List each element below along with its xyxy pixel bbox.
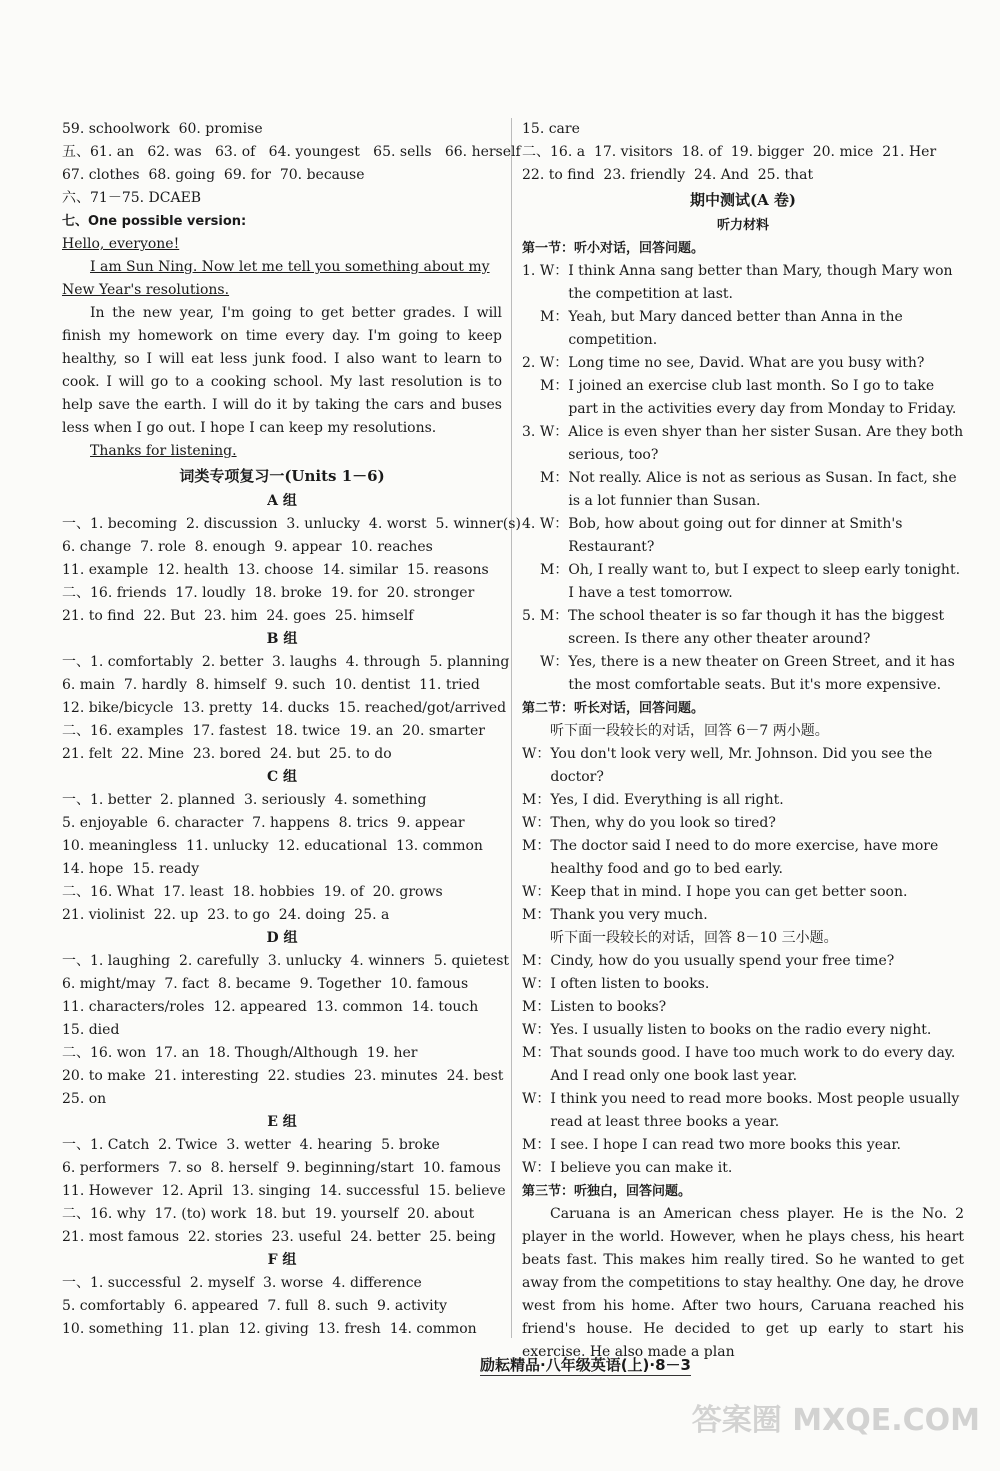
dialogue-text: Bob, how about going out for dinner at Smith's Restaurant?	[568, 516, 903, 555]
question-number: 1.	[522, 263, 540, 279]
group-heading: C 组	[266, 769, 298, 785]
right-column	[522, 118, 964, 1364]
dialogue-text: Keep that in mind. I hope you can get better soon.	[550, 884, 908, 900]
dialogue-text: Long time no see, David. What are you busy with?	[568, 355, 925, 371]
speaker-label: M：	[540, 378, 569, 394]
answer-line: 二、16. won 17. an 18. Though/Although 19. her	[62, 1045, 418, 1061]
question-number: 4.	[522, 516, 540, 532]
answer-line: 15. died	[62, 1022, 120, 1038]
dialogue-line	[522, 904, 964, 927]
speaker-label: M：	[522, 907, 551, 923]
instruction-text: 听下面一段较长的对话，回答 6－7 两小题。	[550, 723, 829, 739]
answer-line: 6. might/may 7. fact 8. became 9. Together 10. famous	[62, 976, 469, 992]
essay-body: In the new year, I'm going to get better grades. I will finish my homework on time every day. I'm going to keep healthy, so I will eat less junk food. I also want to learn to cook. I will go to a cooking school. My last resolution is to help save the earth. I will do it by taking the cars and buses less when I go out. I hope I can keep my resolutions.	[62, 305, 502, 436]
speaker-label: M：	[522, 1137, 551, 1153]
watermark-logo: 答案圈 MXQE.COM	[691, 1403, 980, 1438]
dialogue-text: Thank you very much.	[550, 907, 708, 923]
dialogue-text: Yes, there is a new theater on Green Street, and it has the most comfortable seats. But it's more expensive.	[568, 654, 955, 693]
answer-line: 21. to find 22. But 23. him 24. goes 25. himself	[62, 608, 414, 624]
dialogue-text: That sounds good. I have too much work to do every day. And I read only one book last year.	[550, 1045, 956, 1084]
dialogue-text: I see. I hope I can read two more books this year.	[550, 1137, 901, 1153]
dialogue-line	[522, 375, 964, 421]
answer-line: 5. enjoyable 6. character 7. happens 8. trics 9. appear	[62, 815, 465, 831]
dialogue-text: The doctor said I need to do more exercise, have more healthy food and go to bed early.	[550, 838, 939, 877]
answer-line: 五、61. an 62. was 63. of 64. youngest 65. sells 66. herself	[62, 144, 521, 160]
dialogue-text: Yeah, but Mary danced better than Anna in the competition.	[568, 309, 903, 348]
answer-line: 21. felt 22. Mine 23. bored 24. but 25. to do	[62, 746, 392, 762]
answer-line: 一、1. Catch 2. Twice 3. wetter 4. hearing 5. broke	[62, 1137, 440, 1153]
speaker-label: W：	[522, 1091, 551, 1107]
answer-line: 二、16. What 17. least 18. hobbies 19. of 20. grows	[62, 884, 443, 900]
dialogue-text: I think you need to read more books. Most people usually read at least three books a year.	[550, 1091, 960, 1130]
essay-greeting: Hello, everyone!	[62, 236, 180, 252]
monologue-text: Caruana is an American chess player. He is the No. 2 player in the world. However, when he plays chess, his heart beats fast. This makes him really tired. So he wanted to get away from the competitions to stay healthy. One day, he drove west from his home. After two hours, Caruana reached his friend's house. He decided to get up early to start his exercise. He also made a plan	[522, 1206, 964, 1360]
instruction-text: 听下面一段较长的对话，回答 8－10 三小题。	[550, 930, 838, 946]
section-subtitle: 听力材料	[716, 218, 769, 233]
speaker-label: W：	[539, 424, 569, 440]
answer-line: 21. most famous 22. stories 23. useful 24. better 25. being	[62, 1229, 496, 1245]
dialogue-line	[522, 973, 964, 996]
speaker-label: M：	[522, 1045, 551, 1061]
dialogue-text: I believe you can make it.	[550, 1160, 733, 1176]
dialogue-text: I think Anna sang better than Mary, though Mary won the competition at last.	[568, 263, 953, 302]
dialogue-text: Yes, I did. Everything is all right.	[550, 792, 784, 808]
speaker-label: W：	[522, 746, 551, 762]
answer-line: 11. However 12. April 13. singing 14. successful 15. believe	[62, 1183, 506, 1199]
speaker-label: W：	[522, 976, 551, 992]
answer-line: 67. clothes 68. going 69. for 70. because	[62, 167, 365, 183]
dialogue-text: Alice is even shyer than her sister Susan. Are they both serious, too?	[568, 424, 964, 463]
speaker-label: W：	[539, 355, 569, 371]
answer-line: 一、1. better 2. planned 3. seriously 4. something	[62, 792, 427, 808]
dialogue-line	[522, 950, 964, 973]
answer-line: 11. example 12. health 13. choose 14. similar 15. reasons	[62, 562, 489, 578]
dialogue-line	[522, 1134, 964, 1157]
dialogue-text: Then, why do you look so tired?	[550, 815, 776, 831]
answer-line: 一、1. laughing 2. carefully 3. unlucky 4. winners 5. quietest	[62, 953, 510, 969]
dialogue-line	[522, 1088, 964, 1134]
answer-line: 六、71－75. DCAEB	[62, 190, 202, 206]
dialogue-text: The school theater is so far though it has the biggest screen. Is there any other theater around?	[568, 608, 945, 647]
dialogue-line	[522, 467, 964, 513]
answer-line: 一、1. becoming 2. discussion 3. unlucky 4. worst 5. winner(s)	[62, 516, 521, 532]
section-heading: 第一节：听小对话，回答问题。	[522, 241, 705, 256]
answer-line: 6. change 7. role 8. enough 9. appear 10. reaches	[62, 539, 433, 555]
answer-line: 22. to find 23. friendly 24. And 25. that	[522, 167, 814, 183]
section-heading: 第三节：听独白，回答问题。	[522, 1184, 692, 1199]
essay-intro-cont: New Year's resolutions.	[62, 282, 230, 298]
answer-line: 15. care	[522, 121, 580, 137]
dialogue-line	[522, 835, 964, 881]
group-heading: D 组	[266, 930, 298, 946]
group-heading: F 组	[267, 1252, 297, 1268]
dialogue-text: You don't look very well, Mr. Johnson. Did you see the doctor?	[550, 746, 933, 785]
dialogue-line	[522, 513, 964, 559]
group-heading: E 组	[267, 1114, 297, 1130]
dialogue-line	[522, 743, 964, 789]
dialogue-line	[522, 260, 964, 306]
answer-line: 10. something 11. plan 12. giving 13. fresh 14. common	[62, 1321, 477, 1337]
dialogue-text: Not really. Alice is not as serious as Susan. In fact, she is a lot funnier than Susan.	[568, 470, 957, 509]
question-number: 5.	[522, 608, 540, 624]
dialogue-line	[522, 352, 964, 375]
speaker-label: W：	[522, 884, 551, 900]
speaker-label: W：	[522, 815, 551, 831]
answer-line: 5. comfortably 6. appeared 7. full 8. such 9. activity	[62, 1298, 448, 1314]
dialogue-line	[522, 421, 964, 467]
group-heading: A 组	[267, 493, 297, 509]
speaker-label: M：	[539, 608, 569, 624]
section-title: 期中测试(A 卷)	[689, 191, 797, 209]
answer-line: 二、16. friends 17. loudly 18. broke 19. for 20. stronger	[62, 585, 475, 601]
dialogue-text: Oh, I really want to, but I expect to sleep early tonight. I have a test tomorrow.	[568, 562, 961, 601]
speaker-label: W：	[539, 516, 569, 532]
answer-line: 二、16. why 17. (to) work 18. but 19. yourself 20. about	[62, 1206, 475, 1222]
answer-line: 二、16. examples 17. fastest 18. twice 19. an 20. smarter	[62, 723, 486, 739]
speaker-label: M：	[540, 562, 569, 578]
speaker-label: M：	[540, 309, 569, 325]
answer-line: 11. characters/roles 12. appeared 13. common 14. touch	[62, 999, 479, 1015]
essay-intro: I am Sun Ning. Now let me tell you something about my	[90, 259, 490, 275]
answer-line: 6. main 7. hardly 8. himself 9. such 10. dentist 11. tried	[62, 677, 480, 693]
left-column	[62, 118, 521, 1341]
speaker-label: M：	[522, 792, 551, 808]
answer-line: 6. performers 7. so 8. herself 9. beginning/start 10. famous	[62, 1160, 501, 1176]
speaker-label: M：	[540, 470, 569, 486]
speaker-label: M：	[522, 953, 551, 969]
speaker-label: W：	[522, 1022, 551, 1038]
speaker-label: W：	[540, 654, 569, 670]
dialogue-line	[522, 996, 964, 1019]
section-title: 词类专项复习一(Units 1－6)	[179, 467, 385, 485]
answer-line: 14. hope 15. ready	[62, 861, 200, 877]
dialogue-text: I joined an exercise club last month. So I go to take part in the activities every day from Monday to Friday.	[568, 378, 957, 417]
dialogue-text: Yes. I usually listen to books on the radio every night.	[550, 1022, 932, 1038]
dialogue-line	[522, 812, 964, 835]
dialogue-line	[522, 1157, 964, 1180]
answer-line: 21. violinist 22. up 23. to go 24. doing 25. a	[62, 907, 390, 923]
dialogue-line	[522, 881, 964, 904]
dialogue-text: I often listen to books.	[550, 976, 710, 992]
speaker-label: W：	[522, 1160, 551, 1176]
group-heading: B 组	[266, 631, 298, 647]
essay-closing: Thanks for listening.	[90, 443, 237, 459]
speaker-label: W：	[539, 263, 569, 279]
question-number: 3.	[522, 424, 540, 440]
dialogue-line	[522, 1042, 964, 1088]
question-number: 2.	[522, 355, 540, 371]
speaker-label: M：	[522, 838, 551, 854]
page-footer: 励耘精品·八年级英语(上)·8－3	[480, 1356, 691, 1374]
answer-line: 一、1. comfortably 2. better 3. laughs 4. through 5. planning	[62, 654, 510, 670]
answer-line: 59. schoolwork 60. promise	[62, 121, 263, 137]
answer-line: 10. meaningless 11. unlucky 12. educational 13. common	[62, 838, 483, 854]
answer-line: 12. bike/bicycle 13. pretty 14. ducks 15. reached/got/arrived	[62, 700, 507, 716]
dialogue-line	[522, 651, 964, 697]
dialogue-line	[522, 559, 964, 605]
dialogue-text: Cindy, how do you usually spend your free time?	[550, 953, 895, 969]
answer-line: 二、16. a 17. visitors 18. of 19. bigger 20. mice 21. Her	[522, 144, 937, 160]
dialogue-text: Listen to books?	[550, 999, 667, 1015]
section-heading: 第二节：听长对话，回答问题。	[522, 701, 705, 716]
column-divider	[511, 118, 512, 1338]
answer-line: 25. on	[62, 1091, 107, 1107]
answer-line: 20. to make 21. interesting 22. studies 23. minutes 24. best	[62, 1068, 504, 1084]
speaker-label: M：	[522, 999, 551, 1015]
dialogue-line	[522, 306, 964, 352]
dialogue-line	[522, 605, 964, 651]
section-heading: 七、One possible version:	[62, 214, 247, 229]
dialogue-line	[522, 789, 964, 812]
answer-line: 一、1. successful 2. myself 3. worse 4. difference	[62, 1275, 422, 1291]
dialogue-line	[522, 1019, 964, 1042]
